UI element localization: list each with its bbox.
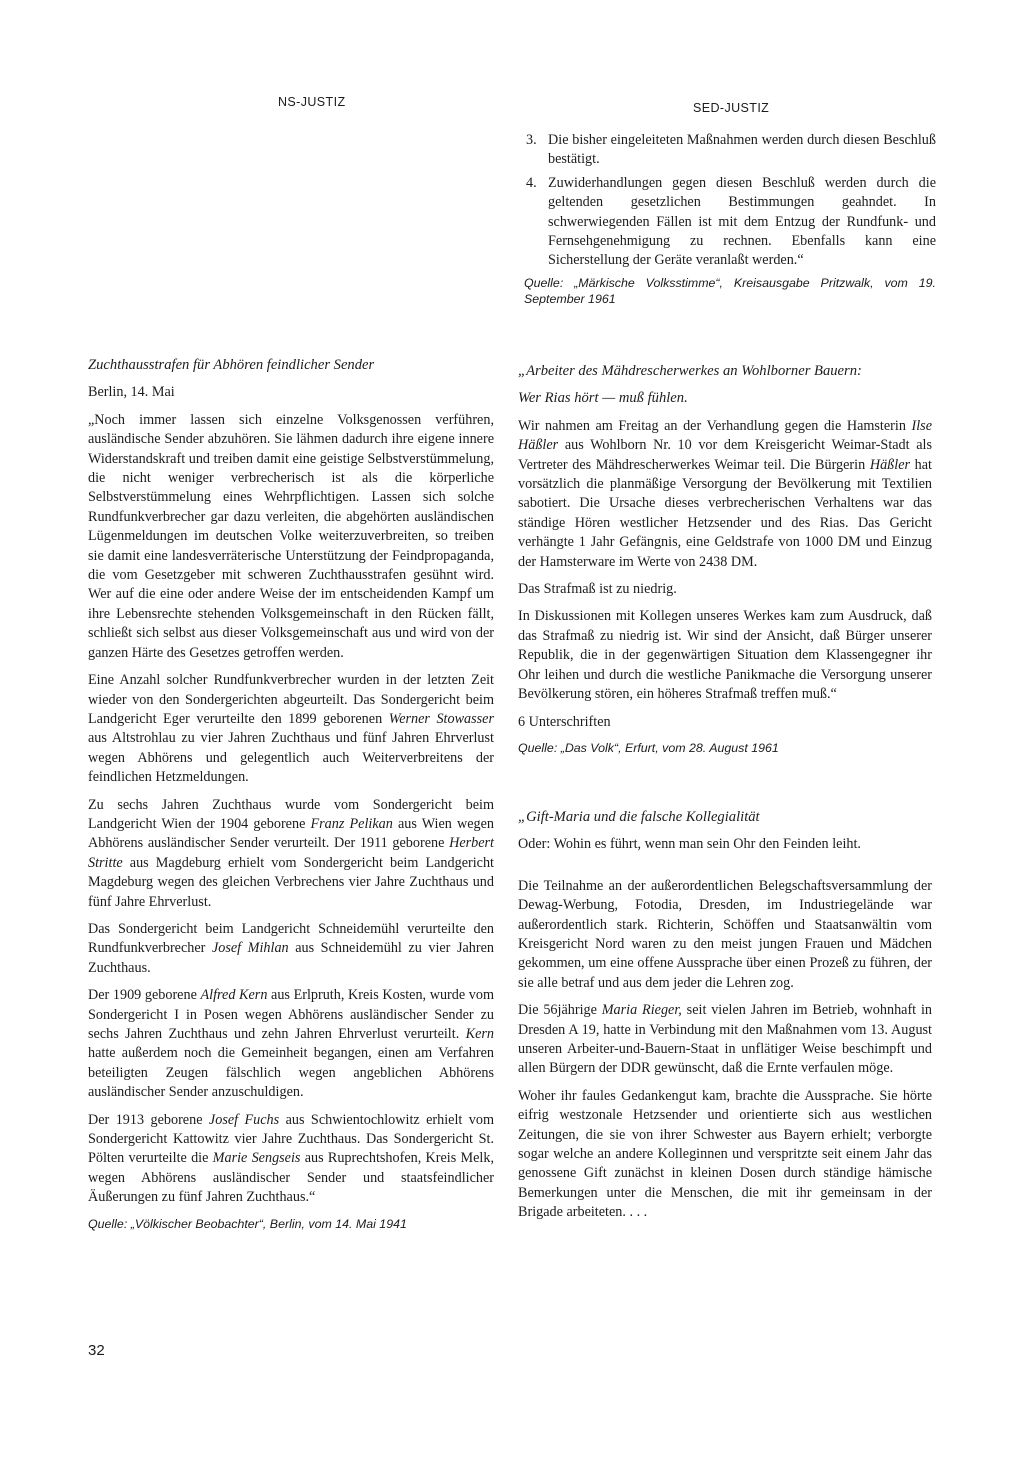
person-name: Alfred Kern [200, 987, 268, 1004]
list-text: Die bisher eingeleiteten Maßnahmen werden durch diesen Beschluß bestätigt. [548, 132, 936, 168]
list-item [524, 174, 936, 271]
person-name: Franz Pelikan [310, 815, 393, 832]
paragraph: Woher ihr faules Gedankengut kam, brachte die Aussprache. Sie hörte eifrig westzonale Hetzsender und orientierte sich aus westlichen Zeitungen, die sie von ihrer Schwester aus Bayern erhielt; verborgte sogar welche an andere Kolleginnen und verspritzte seit einem Jahr das genossene Gift zunächst in kleinen Dosen durch ständige hämische Bemerkungen unter die Menschen, die mit ihr gemeinsam in der Brigade arbeiteten. . . . [518, 1087, 932, 1221]
source-citation: Quelle: „Das Volk“, Erfurt, vom 28. August 1961 [518, 740, 779, 755]
article-title: „Arbeiter des Mähdrescherwerkes an Wohlborner Bauern: [518, 363, 862, 379]
paragraph: Der 1909 geborene Alfred Kern aus Erlpruth, Kreis Kosten, wurde vom Sondergericht I in Posen wegen Abhörens ausländischer Sender zu sechs Jahren Zuchthaus und zehn Jahren Ehrverlust verurteilt. Kern hatte außerdem noch die Gemeinheit begangen, einen am Verfahren beteiligten Zeugen fälschlich wegen angeblichen Abhörens ausländischer Sender anzuschuldigen. [88, 987, 495, 1101]
left-column [88, 356, 494, 1240]
paragraph: Der 1913 geborene Josef Fuchs aus Schwientochlowitz erhielt vom Sondergericht Kattowitz vier Jahre Zuchthaus. Das Sondergericht St. Pölten verurteilte die Marie Sengseis aus Ruprechtshofen, Kreis Melk, wegen Abhörens ausländischer Sender und staatsfeindlicher Äußerungen zu fünf Jahren Zuchthaus.“ [88, 1111, 494, 1206]
paragraph: In Diskussionen mit Kollegen unseres Werkes kam zum Ausdruck, daß das Strafmaß zu niedrig ist. Wir sind der Ansicht, daß Bürger unserer Republik, die in der gegenwärtigen Situation dem Klassengegner ihr Ohr leihen und durch die westliche Panikmache die Versorgung unserer Bevölkerung stören, ein höheres Strafmaß treffen muß.“ [518, 608, 932, 703]
section-spacer [518, 863, 932, 877]
list-number: 3. [526, 132, 537, 148]
paragraph: „Noch immer lassen sich einzelne Volksgenossen verführen, ausländische Sender abzuhören. Sie lähmen dadurch ihre eigene innere Widerstandskraft und treiben damit eine geistige Selbstverstümmelung, die nicht weniger verbrecherisch ist als die körperliche Selbstverstümmelung eines Wehrpflichtigen. Lassen sich solche Rundfunkverbrecher gar dazu verleiten, die abgehörten ausländischen Lügenmeldungen im deutschen Volke weiterzuverbreiten, so treiben sie damit eine landesverräterische Unterstützung der Feindpropaganda, die vom Gesetzgeber mit schweren Zuchthausstrafen gesühnt wird. Wer auf die eine oder andere Weise der im entscheidenden Kampf um ihre Lebensrechte stehenden Volksgemeinschaft in den Rücken fällt, schließt sich selbst aus dieser Volksgemeinschaft aus und wird von der ganzen Härte des Gesetzes getroffen werden. [88, 411, 494, 661]
right-column-top [524, 131, 936, 315]
right-column [518, 362, 932, 1231]
paragraph: Das Sondergericht beim Landgericht Schneidemühl verurteilte den Rundfunkverbrecher Josef Mihlan aus Schneidemühl zu vier Jahren Zuchthaus. [88, 920, 494, 976]
page-number: 32 [88, 1342, 105, 1359]
paragraph: Zu sechs Jahren Zuchthaus wurde vom Sondergericht beim Landgericht Wien der 1904 geborene Franz Pelikan aus Wien wegen Abhörens ausländischer Sender verurteilt. Der 1911 geborene Herbert Stritte aus Magdeburg erhielt vom Sondergericht beim Landgericht Magdeburg wegen des gleichen Verbrechens vier Jahre Zuchthaus und fünf Jahre Ehrverlust. [88, 796, 494, 910]
person-name: Herbert Stritte [88, 835, 494, 871]
person-name: Kern [465, 1026, 494, 1042]
signature-line: 6 Unterschriften [518, 713, 611, 730]
person-name: Marie Sengseis [212, 1150, 301, 1167]
paragraph: Die Teilnahme an der außerordentlichen Belegschaftsversammlung der Dewag-Werbung, Fotodia, Dresden, im Industriegelände war außerordentlich stark. Richterin, Schöffen und Staatsanwältin vom Kreisgericht Nord waren zu den meist jungen Frauen und Mädchen gekommen, um eine offene Aussprache über einen Prozeß zu führen, der sie alle betraf und aus dem jeder die Lehren zog. [518, 877, 932, 991]
section-spacer [518, 764, 932, 808]
person-name: Ilse Häßler [518, 417, 932, 454]
article-intro: Oder: Wohin es führt, wenn man sein Ohr den Feinden leiht. [518, 836, 861, 853]
source-citation: Quelle: „Völkischer Beobachter“, Berlin, vom 14. Mai 1941 [88, 1216, 407, 1231]
article-title: „Gift-Maria und die falsche Kollegialität [518, 808, 760, 825]
list-text: Zuwiderhandlungen gegen diesen Beschluß werden durch die geltenden gesetzlichen Bestimmungen geahndet. In schwerwiegenden Fällen ist mit dem Entzug der Rundfunk- und Fernsehgenehmigung zu rechnen. Ebenfalls kann eine Sicherstellung der Geräte veranlaßt werden.“ [548, 174, 936, 269]
running-header-left: NS-JUSTIZ [278, 95, 346, 109]
running-header-right: SED-JUSTIZ [693, 101, 770, 115]
paragraph: Eine Anzahl solcher Rundfunkverbrecher wurden in der letzten Zeit wieder von den Sondergerichten abgeurteilt. Das Sondergericht beim Landgericht Eger verurteilte den 1899 geborenen Werner Stowasser aus Altstrohlau zu vier Jahren Zuchthaus und fünf Jahren Ehrverlust wegen Abhörens und gelegentlich auch Weiterverbreitens der feindlichen Hetzmeldungen. [88, 672, 494, 786]
paragraph: Die 56jährige Maria Rieger, seit vielen Jahren im Betrieb, wohnhaft in Dresden A 19, hatte in Verbindung mit den Maßnahmen vom 13. August unseren Arbeiter-und-Bauern-Staat in unflätiger Weise beschimpft und allen Bürgern der DDR gewünscht, daß die Ernte verfaulen möge. [518, 1002, 932, 1077]
person-name: Häßler [869, 456, 911, 473]
source-citation: Quelle: „Märkische Volksstimme“, Kreisausgabe Pritzwalk, vom 19. September 1961 [524, 275, 936, 306]
article-subtitle: Wer Rias hört — muß fühlen. [518, 390, 688, 407]
dateline: Berlin, 14. Mai [88, 384, 175, 401]
decision-list [524, 131, 936, 271]
person-name: Josef Mihlan [211, 940, 289, 957]
paragraph: Das Strafmaß ist zu niedrig. [518, 581, 677, 598]
article-title: Zuchthausstrafen für Abhören feindlicher Sender [88, 357, 375, 373]
person-name: Werner Stowasser [388, 710, 494, 727]
person-name: Maria Rieger, [601, 1002, 682, 1019]
list-number: 4. [526, 174, 537, 191]
list-item [524, 131, 936, 170]
person-name: Josef Fuchs [208, 1111, 280, 1128]
paragraph: Wir nahmen am Freitag an der Verhandlung gegen die Hamsterin Ilse Häßler aus Wohlborn Nr. 10 vor dem Kreisgericht Weimar-Stadt als Vertreter des Mähdrescherwerkes Weimar teil. Die Bürgerin Häßler hat vorsätzlich die planmäßige Versorgung der Bevölkerung mit Textilien sabotiert. Die Ursache dieses verbrecherischen Verhaltens war das ständige Hören westlicher Hetzsender und des Rias. Das Gericht verhängte 1 Jahr Gefängnis, eine Geldstrafe von 1000 DM und Einzug der Hamsterware im Werte von 2438 DM. [518, 417, 932, 570]
